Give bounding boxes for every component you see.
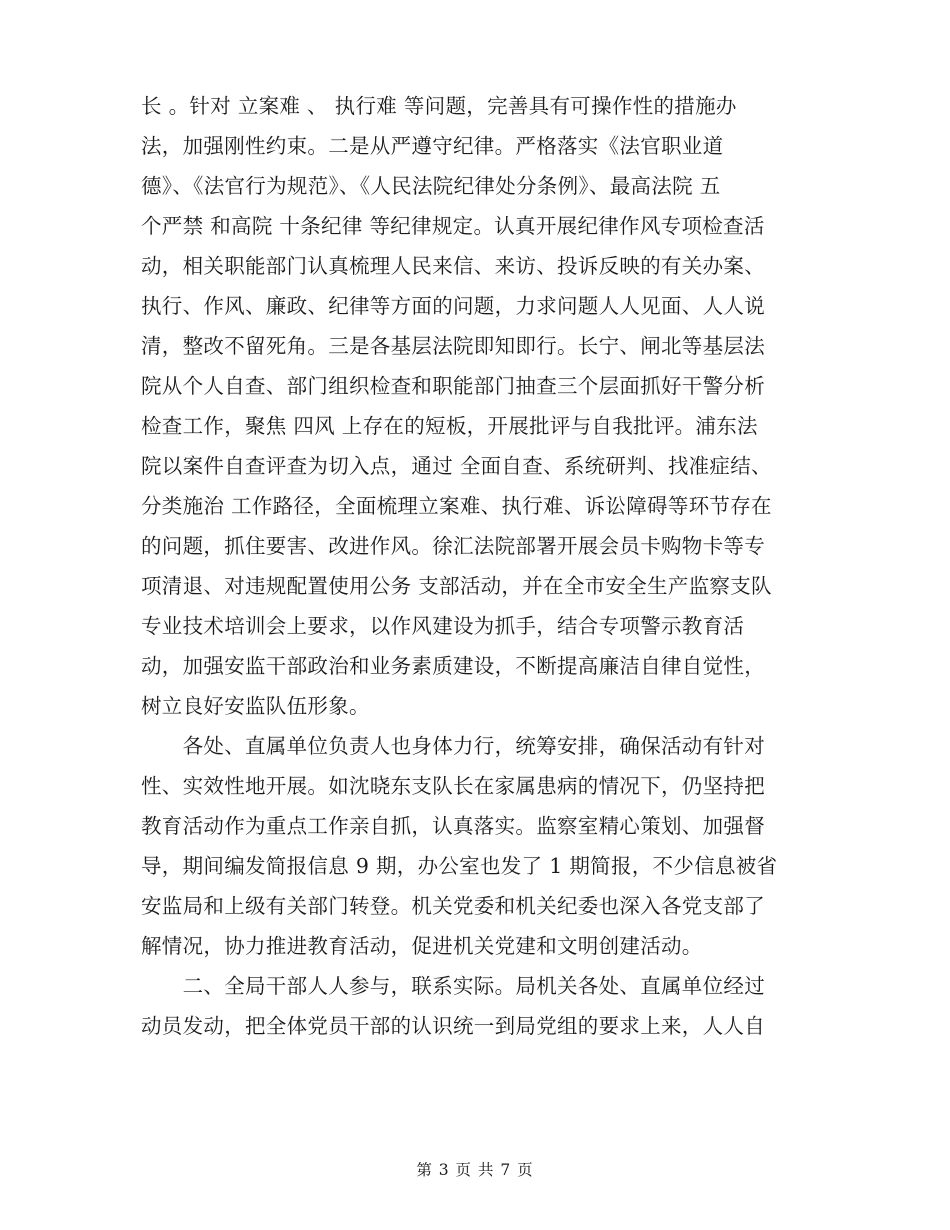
text-line: 法，加强刚性约束。二是从严遵守纪律。严格落实《法官职业道: [141, 134, 724, 158]
text-line: 二、全局干部人人参与，联系实际。局机关各处、直属单位经过: [141, 974, 765, 998]
text-line: 动，加强安监干部政治和业务素质建设，不断提高廉洁自律自觉性，: [141, 654, 765, 678]
text-line: 长 。针对 立案难 、 执行难 等问题，完善具有可操作性的措施办: [141, 94, 737, 118]
text-line: 解情况，协力推进教育活动，促进机关党建和文明创建活动。: [141, 934, 703, 958]
text-line: 执行、作风、廉政、纪律等方面的问题，力求问题人人见面、人人说: [141, 294, 765, 318]
text-line: 的问题，抓住要害、改进作风。徐汇法院部署开展会员卡购物卡等专: [141, 534, 765, 558]
text-line: 分类施治 工作路径，全面梳理立案难、执行难、诉讼障碍等环节存在: [141, 494, 772, 518]
text-line: 项清退、对违规配置使用公务 支部活动，并在全市安全生产监察支队: [141, 574, 772, 598]
text-line: 导，期间编发简报信息 9 期，办公室也发了 1 期简报，不少信息被省: [141, 854, 778, 878]
text-line: 院从个人自查、部门组织检查和职能部门抽查三个层面抓好干警分析: [141, 374, 765, 398]
text-line: 性、实效性地开展。如沈晓东支队长在家属患病的情况下，仍坚持把: [141, 774, 765, 798]
text-line: 各处、直属单位负责人也身体力行，统筹安排，确保活动有针对: [141, 734, 765, 758]
text-line: 动，相关职能部门认真梳理人民来信、来访、投诉反映的有关办案、: [141, 254, 765, 278]
text-line: 德》、《法官行为规范》、《人民法院纪律处分条例》、最高法院 五: [141, 174, 721, 198]
text-line: 个严禁 和高院 十条纪律 等纪律规定。认真开展纪律作风专项检查活: [141, 214, 765, 238]
text-line: 动员发动，把全体党员干部的认识统一到局党组的要求上来，人人自: [141, 1014, 765, 1038]
text-line: 教育活动作为重点工作亲自抓，认真落实。监察室精心策划、加强督: [141, 814, 765, 838]
text-line: 院以案件自查评查为切入点，通过 全面自查、系统研判、找准症结、: [141, 454, 772, 478]
text-line: 检查工作，聚焦 四风 上存在的短板，开展批评与自我批评。浦东法: [141, 414, 758, 438]
page-number-footer: 第 3 页 共 7 页: [416, 1161, 534, 1179]
text-line: 清，整改不留死角。三是各基层法院即知即行。长宁、闸北等基层法: [141, 334, 765, 358]
text-line: 树立良好安监队伍形象。: [141, 694, 370, 718]
text-line: 安监局和上级有关部门转登。机关党委和机关纪委也深入各党支部了: [141, 894, 765, 918]
document-body: [141, 86, 809, 1046]
text-line: 专业技术培训会上要求，以作风建设为抓手，结合专项警示教育活: [141, 614, 745, 638]
